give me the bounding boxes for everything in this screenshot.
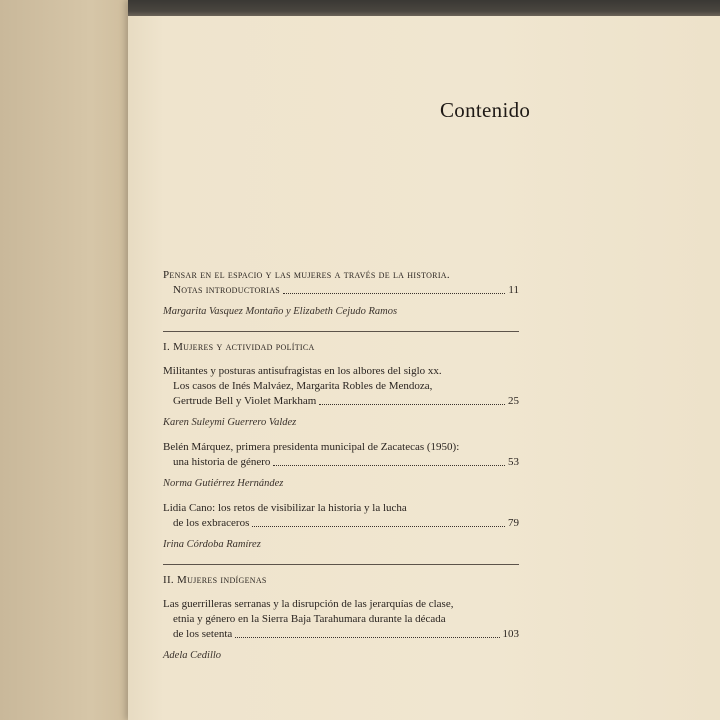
entry-title-last-line: de los exbraceros — [173, 517, 250, 529]
leader-dots — [273, 465, 505, 466]
entry-leader-line — [163, 627, 519, 642]
leader-dots — [319, 404, 505, 405]
entry-author: Norma Gutiérrez Hernández — [163, 478, 284, 489]
entry-author: Karen Suleymi Guerrero Valdez — [163, 417, 297, 428]
leader-dots — [235, 637, 499, 638]
page-number: 53 — [508, 456, 519, 468]
toc-entry — [163, 440, 519, 491]
toc-entry — [163, 501, 519, 552]
table-of-contents — [163, 268, 519, 663]
toc-entry — [163, 364, 519, 430]
entry-leader-line — [163, 455, 519, 470]
page-number: 11 — [508, 284, 519, 296]
toc-section-1 — [163, 340, 519, 552]
page-title: Contenido — [440, 98, 531, 122]
entry-title-line: Belén Márquez, primera presidenta municipal de Zacatecas (1950): — [163, 441, 460, 453]
entry-title-line: Los casos de Inés Malváez, Margarita Robles de Mendoza, — [173, 380, 433, 392]
entry-title-last-line: Gertrude Bell y Violet Markham — [173, 395, 317, 407]
entry-title-line: Lidia Cano: los retos de visibilizar la historia y la lucha — [163, 502, 407, 514]
page-number: 79 — [508, 517, 519, 529]
entry-title-last-line: de los setenta — [173, 628, 233, 640]
section-divider — [163, 564, 519, 565]
entry-leader-line — [163, 283, 519, 298]
entry-title-line: etnia y género en la Sierra Baja Tarahumara durante la década — [173, 613, 446, 625]
page-number: 25 — [508, 395, 519, 407]
entry-leader-line — [163, 516, 519, 531]
entry-author: Irina Córdoba Ramírez — [163, 539, 261, 550]
leader-dots — [283, 293, 505, 294]
section-divider — [163, 331, 519, 332]
entry-title-last-line: Notas introductorias — [173, 284, 281, 296]
toc-entry-intro — [163, 268, 519, 319]
entry-title-last-line: una historia de género — [173, 456, 271, 468]
page-number: 103 — [502, 628, 519, 640]
page-top-shadow — [128, 0, 720, 16]
entry-author: Margarita Vasquez Montaño y Elizabeth Cejudo Ramos — [163, 306, 398, 317]
leader-dots — [252, 526, 505, 527]
entry-title-line: Militantes y posturas antisufragistas en los albores del siglo xx. — [163, 365, 442, 377]
book-edge-background — [0, 0, 130, 720]
section-heading: II. Mujeres indígenas — [163, 574, 267, 586]
entry-leader-line — [163, 394, 519, 409]
entry-author: Adela Cedillo — [163, 650, 222, 661]
section-heading: I. Mujeres y actividad política — [163, 341, 315, 353]
entry-title-line: Pensar en el espacio y las mujeres a través de la historia. — [163, 269, 450, 281]
entry-title-line: Las guerrilleras serranas y la disrupción de las jerarquías de clase, — [163, 598, 454, 610]
toc-entry — [163, 597, 519, 663]
toc-section-2 — [163, 573, 519, 663]
